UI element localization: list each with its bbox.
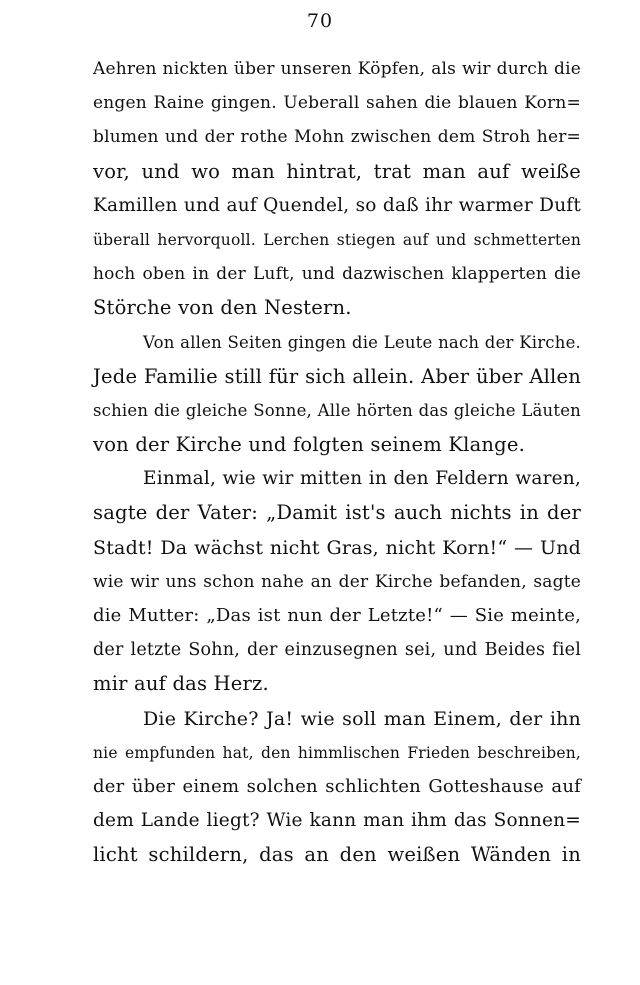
text-line: mir auf das Herz. — [93, 672, 269, 696]
text-line: blumen und der rothe Mohn zwischen dem Stroh her= — [93, 127, 581, 148]
text-line: Aehren nickten über unseren Köpfen, als wir durch die — [93, 59, 581, 79]
text-line: der letzte Sohn, der einzusegnen sei, und Beides fiel — [93, 640, 581, 661]
text-line: dem Lande liegt? Wie kann man ihm das Sonnen= — [93, 810, 581, 832]
text-line: der über einem solchen schlichten Gotteshause auf — [93, 775, 581, 797]
text-line: schien die gleiche Sonne, Alle hörten das gleiche Läuten — [93, 400, 581, 420]
page-number: 70 — [306, 10, 334, 32]
text-line: sagte der Vater: „Damit ist's auch nichts in der — [93, 501, 581, 525]
text-line: von der Kirche und folgten seinem Klange. — [93, 433, 525, 457]
text-line: vor, und wo man hintrat, trat man auf weiße — [93, 159, 581, 183]
text-line: Störche von den Nestern. — [93, 296, 352, 320]
text-line: Stadt! Da wächst nicht Gras, nicht Korn!“ — Und — [93, 536, 581, 559]
text-line: nie empfunden hat, den himmlischen Frieden beschreiben, — [93, 743, 581, 762]
text-line: Einmal, wie wir mitten in den Feldern waren, — [143, 468, 581, 490]
text-line: Die Kirche? Ja! wie soll man Einem, der ihn — [143, 707, 581, 730]
text-line: überall hervorquoll. Lerchen stiegen auf und schmetterten — [93, 230, 581, 249]
text-line: Kamillen und auf Quendel, so daß ihr warmer Duft — [93, 194, 581, 216]
text-line: Jede Familie still für sich allein. Aber über Allen — [93, 364, 581, 388]
body-text — [93, 52, 581, 873]
text-line: Von allen Seiten gingen die Leute nach der Kirche. — [143, 332, 581, 352]
text-line: wie wir uns schon nahe an der Kirche befanden, sagte — [93, 571, 581, 592]
text-line: die Mutter: „Das ist nun der Letzte!“ — Sie meinte, — [93, 605, 581, 626]
text-line: licht schildern, das an den weißen Wänden in — [93, 843, 581, 867]
text-line: engen Raine gingen. Ueberall sahen die blauen Korn= — [93, 93, 581, 114]
text-line: hoch oben in der Luft, und dazwischen klapperten die — [93, 264, 581, 285]
